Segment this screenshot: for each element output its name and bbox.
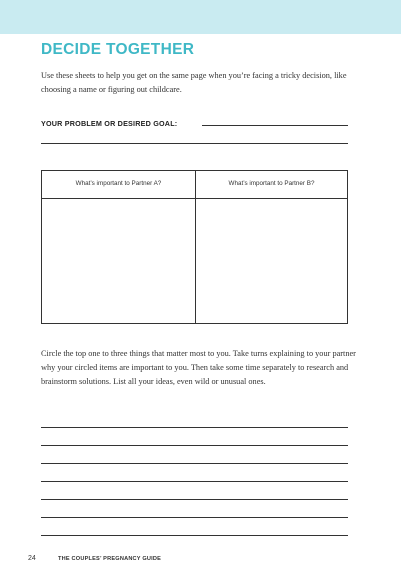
idea-write-line[interactable] [41,517,348,518]
goal-write-line-2[interactable] [41,143,348,144]
partner-a-column-header: What’s important to Partner A? [75,180,162,187]
idea-write-line[interactable] [41,445,348,446]
idea-write-line[interactable] [41,499,348,500]
partner-b-column-header: What’s important to Partner B? [228,180,315,187]
idea-write-line[interactable] [41,463,348,464]
page-number: 24 [28,555,36,562]
goal-write-line[interactable] [202,125,348,126]
table-column-divider [195,171,196,323]
book-title: THE COUPLES’ PREGNANCY GUIDE [58,556,162,562]
goal-label: YOUR PROBLEM OR DESIRED GOAL: [41,119,178,128]
top-color-band [0,0,401,34]
intro-paragraph: Use these sheets to help you get on the same page when you’re facing a tricky decision, like choosing a name or figuring out childcare. [41,71,347,94]
idea-write-line[interactable] [41,481,348,482]
instructions-paragraph: Circle the top one to three things that matter most to you. Take turns explaining to your partner why your circled items are important to you. Then take some time separately to research and brainstorm solutions. List all your ideas, even wild or unusual ones. [41,349,356,387]
idea-write-line[interactable] [41,427,348,428]
idea-write-line[interactable] [41,535,348,536]
partner-comparison-table [41,170,348,324]
page-title: DECIDE TOGETHER [41,41,195,58]
